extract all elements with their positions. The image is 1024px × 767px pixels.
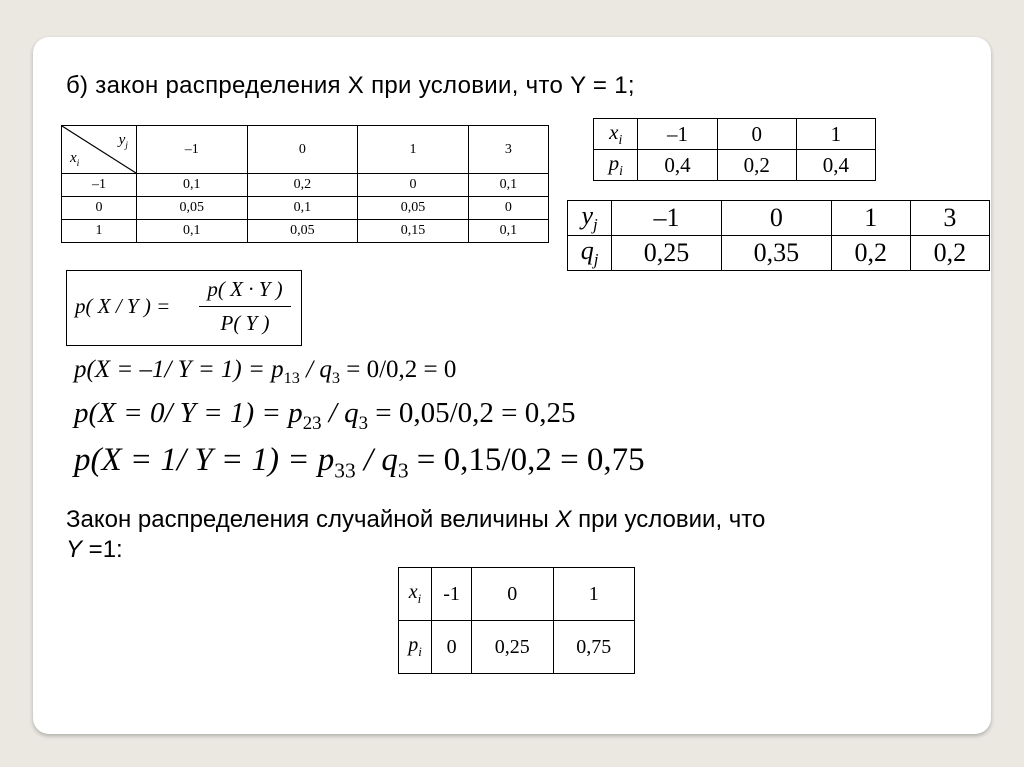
title-var-x: X: [347, 72, 365, 99]
table-row: [399, 568, 635, 621]
row-label: $y_j$: [568, 201, 612, 236]
table-row: [568, 236, 990, 271]
table-row: [594, 119, 876, 150]
row-label: $q_j$: [568, 236, 612, 271]
table-cell: 0,1: [137, 220, 248, 243]
table-cell: 0: [472, 568, 553, 621]
table-cell: 0,2: [247, 174, 358, 197]
row-label: $p_i$: [594, 150, 638, 181]
table-cell: 1: [553, 568, 634, 621]
table-cell: 0: [721, 201, 831, 236]
column-header: 1: [358, 126, 469, 174]
table-row: [62, 197, 549, 220]
corner-x-label: $x_i$: [70, 150, 80, 169]
table-cell: 0,1: [468, 220, 548, 243]
column-header: 3: [468, 126, 548, 174]
result-distribution-table: [398, 567, 635, 674]
table-cell: 0: [358, 174, 469, 197]
formula-denominator: P( Y ): [220, 311, 270, 335]
table-cell: –1: [612, 201, 722, 236]
fraction-bar: [199, 306, 291, 307]
table-cell: -1: [432, 568, 472, 621]
conditional-formula-box: [66, 270, 302, 346]
table-row: [62, 220, 549, 243]
table-cell: 0,05: [358, 197, 469, 220]
equation: p(X = –1/ $Y = 1) = p_{13} / q_3 = 0/0,2 = 0$: [74, 356, 457, 387]
table-cell: 0,15: [358, 220, 469, 243]
marginal-y-table: [567, 200, 990, 271]
table-cell: 0: [468, 197, 548, 220]
corner-y-label: $y_j$: [118, 132, 128, 151]
table-cell: 0,1: [247, 197, 358, 220]
table-cell: 0,4: [796, 150, 875, 181]
row-label: $x_i$: [399, 568, 432, 621]
table-row: [399, 621, 635, 674]
table-cell: 0,2: [717, 150, 796, 181]
row-header: 0: [62, 197, 137, 220]
table-cell: –1: [638, 119, 717, 150]
table-cell: 0,2: [910, 236, 989, 271]
title-prefix: б) закон распределения: [66, 72, 348, 99]
formula-numerator: p( X · Y ): [207, 277, 283, 301]
row-header: –1: [62, 174, 137, 197]
table-cell: 0,25: [612, 236, 722, 271]
table-row: [62, 174, 549, 197]
marginal-x-table: [593, 118, 876, 181]
table-cell: 0,75: [553, 621, 634, 674]
table-cell: 0: [717, 119, 796, 150]
slide-title: [66, 72, 635, 100]
table-cell: 1: [831, 201, 910, 236]
equation: p(X = 0/ $Y = 1) = p_{23} / q_3 = 0,05/0,2 = 0,25$: [74, 397, 576, 434]
title-var-y: Y: [570, 72, 586, 99]
table-cell: 0,4: [638, 150, 717, 181]
row-label: $p_i$: [399, 621, 432, 674]
joint-distribution-table: [61, 125, 549, 243]
table-cell: 0,35: [721, 236, 831, 271]
formula-left: p( X / Y ) =: [75, 294, 171, 318]
formula-fraction: [195, 277, 295, 336]
table-cell: 0,2: [831, 236, 910, 271]
column-header: –1: [137, 126, 248, 174]
table-cell: 0,1: [468, 174, 548, 197]
table-row: [568, 201, 990, 236]
table-corner: [62, 126, 137, 174]
table-cell: 3: [910, 201, 989, 236]
table-cell: 0,05: [247, 220, 358, 243]
row-label: $x_i$: [594, 119, 638, 150]
column-header: 0: [247, 126, 358, 174]
table-cell: 0,25: [472, 621, 553, 674]
equation: p(X = 1/ $Y = 1) = p_{33} / q_3 = 0,15/0,2 = 0,75$: [74, 442, 645, 483]
table-cell: 0,05: [137, 197, 248, 220]
row-header: 1: [62, 220, 137, 243]
title-suffix: = 1;: [585, 72, 635, 99]
table-row: [594, 150, 876, 181]
title-middle: при условии, что: [364, 72, 571, 99]
table-cell: 0: [432, 621, 472, 674]
table-cell: 0,1: [137, 174, 248, 197]
table-cell: 1: [796, 119, 875, 150]
conclusion-text: Закон распределения случайной величины X при условии, что Y =1:: [66, 506, 766, 563]
